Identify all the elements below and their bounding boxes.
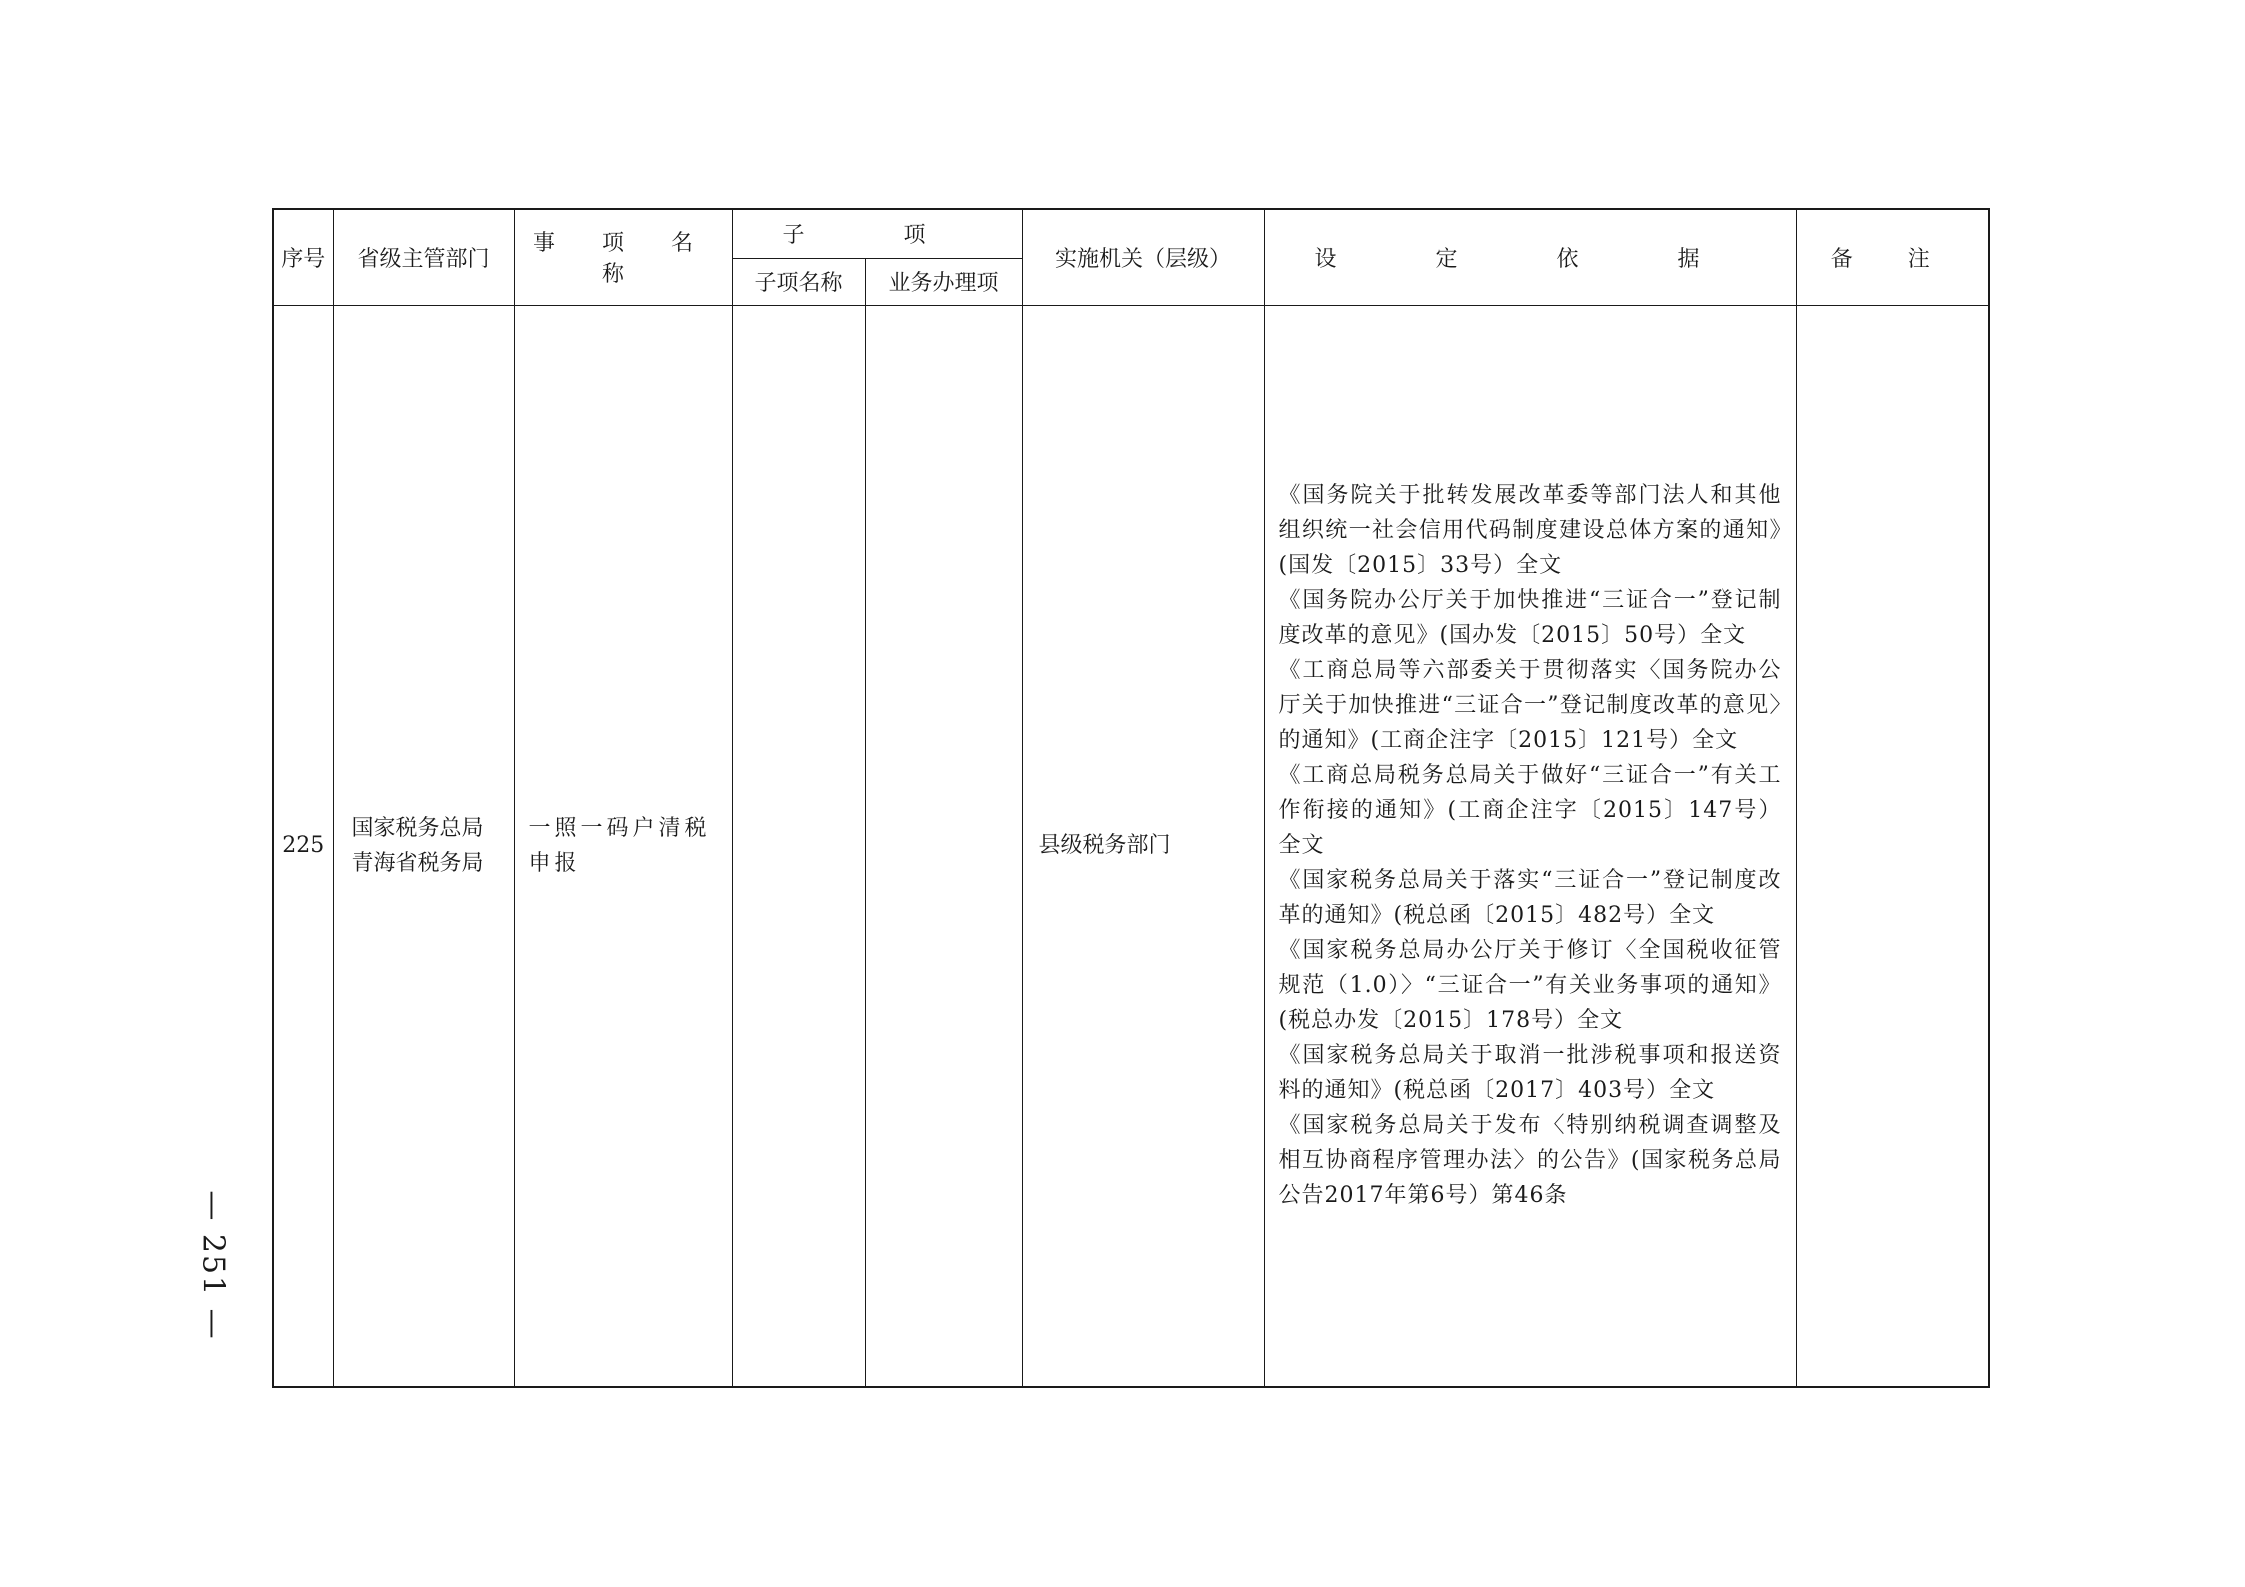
basis-item: 《国家税务总局办公厅关于修订〈全国税收征管规范（1.0）〉“三证合一”有关业务事项的通知》(税总办发〔2015〕178号）全文: [1278, 938, 1782, 1034]
table-row: [273, 305, 1989, 1387]
basis-item: 《工商总局税务总局关于做好“三证合一”有关工作衔接的通知》(工商企注字〔2015〕147号）全文: [1278, 763, 1782, 859]
row-subitem-name: [732, 305, 865, 1387]
row-org: 县级税务部门: [1022, 305, 1264, 1387]
header-subitem-name: 子项名称: [732, 258, 865, 305]
basis-item: 《国务院关于批转发展改革委等部门法人和其他组织统一社会信用代码制度建设总体方案的通知》(国发〔2015〕33号）全文: [1278, 483, 1782, 579]
header-dept: 省级主管部门: [333, 209, 514, 305]
page-number: [188, 1178, 238, 1353]
row-notes: [1796, 305, 1989, 1387]
row-basis: [1264, 305, 1796, 1387]
header-subitem-group: 子 项: [732, 209, 1022, 258]
basis-item: 《国家税务总局关于发布〈特别纳税调查调整及相互协商程序管理办法〉的公告》(国家税务总局公告2017年第6号）第46条: [1278, 1113, 1782, 1209]
matters-table: [272, 208, 1990, 1388]
basis-item: 《工商总局等六部委关于贯彻落实〈国务院办公厅关于加快推进“三证合一”登记制度改革的意见〉的通知》(工商企注字〔2015〕121号）全文: [1278, 658, 1782, 754]
row-dept: 国家税务总局青海省税务局: [333, 305, 514, 1387]
header-business-item: 业务办理项: [865, 258, 1022, 305]
row-seq: 225: [273, 305, 333, 1387]
header-notes: 备 注: [1796, 209, 1989, 305]
header-item-name: 事 项 名 称: [514, 209, 732, 305]
header-seq: 序号: [273, 209, 333, 305]
page-number-text: — 251 —: [195, 1190, 231, 1341]
header-basis: 设 定 依 据: [1264, 209, 1796, 305]
basis-item: 《国家税务总局关于取消一批涉税事项和报送资料的通知》(税总函〔2017〕403号）全文: [1278, 1043, 1782, 1104]
row-item-name: 一照一码户清税申报: [514, 305, 732, 1387]
header-org: 实施机关（层级）: [1022, 209, 1264, 305]
basis-item: 《国务院办公厅关于加快推进“三证合一”登记制度改革的意见》(国办发〔2015〕50号）全文: [1278, 588, 1782, 649]
basis-item: 《国家税务总局关于落实“三证合一”登记制度改革的通知》(税总函〔2015〕482号）全文: [1278, 868, 1782, 929]
row-business-item: [865, 305, 1022, 1387]
